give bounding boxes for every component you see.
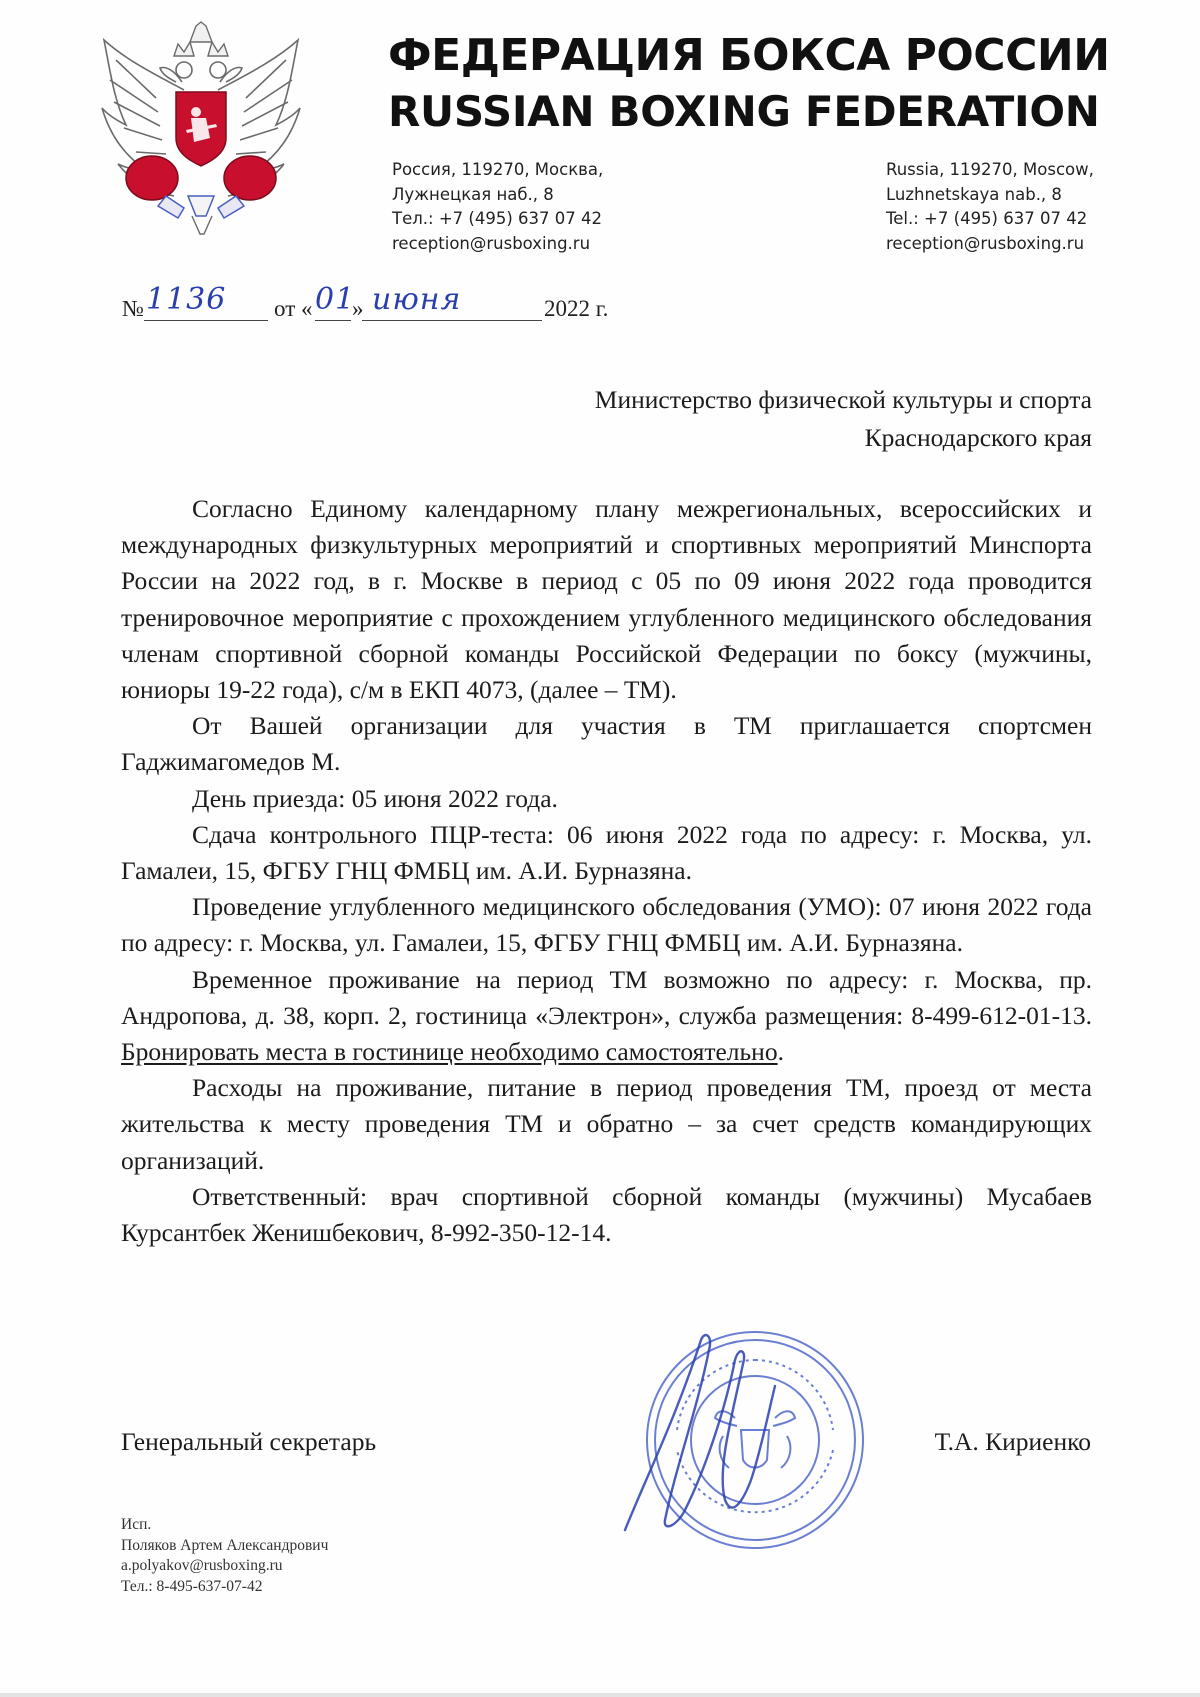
number-label: №	[122, 296, 144, 321]
accommodation-text: Временное проживание на период ТМ возможно по адресу: г. Москва, пр. Андропова, д. 38, корп. 2, гостиница «Электрон», служба размещения: 8-499-612-01-13.	[121, 964, 1092, 1030]
handwritten-day: 01	[315, 282, 356, 317]
handwritten-number: 1136	[146, 282, 227, 317]
paragraph-expenses: Расходы на проживание, питание в период проведения ТМ, проезд от места жительства к месту проведения ТМ и обратно – за счет средств командирующих организаций.	[121, 1073, 1092, 1175]
executor-email: a.polyakov@rusboxing.ru	[121, 1557, 283, 1574]
paragraph-pcr-test: Сдача контрольного ПЦР-теста: 06 июня 2022 года по адресу: г. Москва, ул. Гамалеи, 15, ФГБУ ГНЦ ФМБЦ им. А.И. Бурназяна.	[121, 819, 1092, 886]
paragraph-invitation: От Вашей организации для участия в ТМ приглашается спортсмен Гаджимагомедов М.	[121, 711, 1092, 777]
address-line: Luzhnetskaya nab., 8	[886, 184, 1062, 204]
registration-line	[122, 282, 682, 328]
address-line: Russia, 119270, Moscow,	[886, 160, 1094, 179]
address-email: reception@rusboxing.ru	[886, 233, 1085, 253]
quote-close: »	[352, 296, 364, 321]
org-name-ru: ФЕДЕРАЦИЯ БОКСА РОССИИ	[388, 30, 1110, 81]
address-line: Лужнецкая наб., 8	[392, 184, 554, 204]
address-block-en	[886, 158, 1094, 256]
address-phone: Tel.: +7 (495) 637 07 42	[886, 209, 1088, 228]
executor-block	[121, 1515, 328, 1597]
signatory-role: Генеральный секретарь	[121, 1427, 377, 1456]
address-phone: Тел.: +7 (495) 637 07 42	[392, 209, 602, 228]
accommodation-end: .	[777, 1037, 784, 1067]
paragraph-responsible: Ответственный: врач спортивной сборной команды (мужчины) Мусабаев Курсантбек Женишбекович, 8-992-350-12-14.	[121, 1181, 1092, 1248]
executor-name: Поляков Артем Александрович	[121, 1536, 329, 1554]
from-label: от «	[274, 296, 313, 321]
address-email: reception@rusboxing.ru	[392, 233, 591, 253]
booking-note: Бронировать места в гостинице необходимо самостоятельно	[121, 1037, 778, 1067]
official-stamp-icon	[605, 1300, 875, 1570]
org-name-en: RUSSIAN BOXING FEDERATION	[388, 87, 1100, 136]
paragraph-arrival: День приезда: 05 июня 2022 года.	[192, 783, 558, 813]
paragraph-medical-exam: Проведение углубленного медицинского обследования (УМО): 07 июня 2022 года по адресу: г. Москва, ул. Гамалеи, 15, ФГБУ ГНЦ ФМБЦ им. А.И. Бурназяна.	[121, 892, 1092, 958]
executor-phone: Тел.: 8-495-637-07-42	[121, 1577, 263, 1595]
signatory-name: Т.А. Кириенко	[934, 1427, 1091, 1456]
executor-label: Исп.	[121, 1516, 152, 1533]
handwritten-month: июня	[372, 282, 462, 317]
paragraph-accommodation	[121, 962, 1092, 1071]
paragraph-plan: Согласно Единому календарному плану межрегиональных, всероссийских и международных физкультурных мероприятий и спортивных мероприятий Минспорта России на 2022 год, в г. Москве в период с 05 по 09 июня 2022 года проводится тренировочное мероприятие с прохождением углубленного медицинского обследования членам спортивной сборной команды Российской Федерации по боксу (мужчины, юниоры 19-22 года), с/м в ЕКП 4073, (далее – ТМ).	[121, 494, 1092, 705]
year-label: 2022 г.	[544, 296, 609, 321]
address-block-ru	[392, 158, 603, 256]
federation-emblem-icon	[96, 20, 306, 240]
addressee-line: Министерство физической культуры и спорта	[594, 385, 1092, 414]
scan-edge	[0, 1693, 1200, 1697]
addressee-line: Краснодарского края	[864, 423, 1092, 452]
letter-body	[121, 491, 1092, 1251]
address-line: Россия, 119270, Москва,	[392, 160, 604, 179]
addressee-block	[595, 381, 1092, 457]
